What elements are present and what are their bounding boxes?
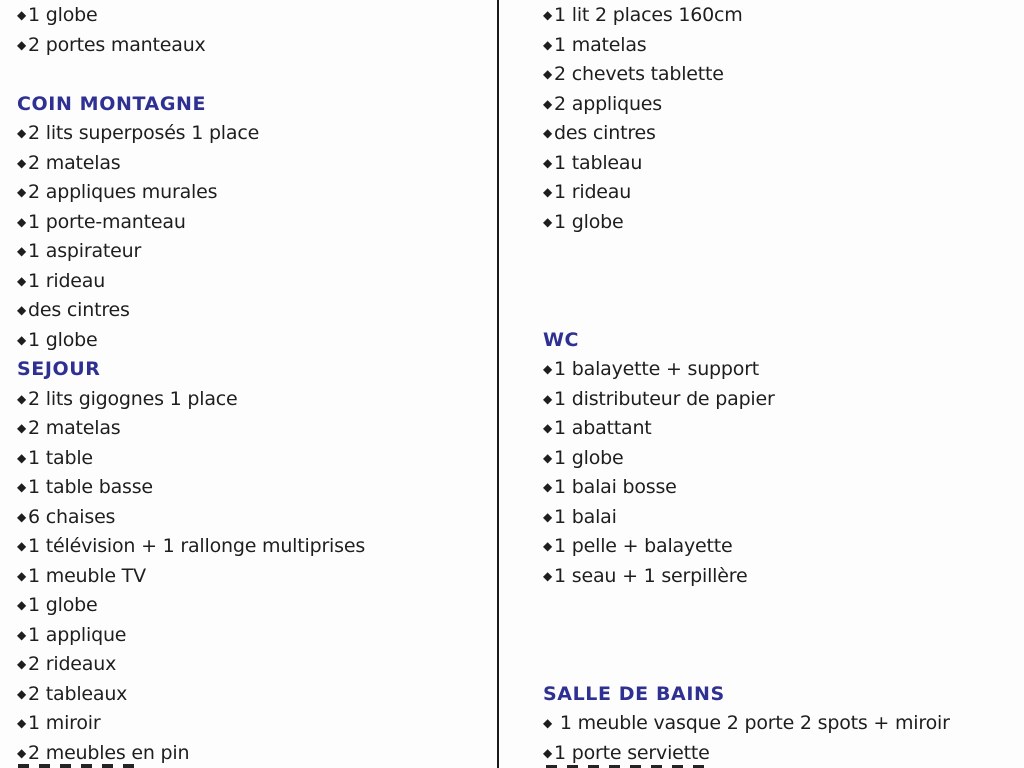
diamond-bullet-icon: ◆ xyxy=(17,332,27,347)
item-text: 1 matelas xyxy=(554,33,647,56)
item-text: 2 matelas xyxy=(28,417,121,439)
diamond-bullet-icon: ◆ xyxy=(543,568,553,583)
item-text: 2 rideaux xyxy=(28,653,117,675)
diamond-bullet-icon: ◆ xyxy=(543,421,553,435)
list-item xyxy=(17,532,489,562)
item-text: 1 pelle + balayette xyxy=(554,535,733,557)
list-item xyxy=(17,414,489,444)
diamond-bullet-icon: ◆ xyxy=(543,155,553,170)
diamond-bullet-icon: ◆ xyxy=(17,8,27,22)
inventory-section xyxy=(543,680,1015,768)
item-text: 1 porte-manteau xyxy=(28,210,186,233)
item-text: 1 seau + 1 serpillère xyxy=(554,564,748,587)
item-text: 6 chaises xyxy=(28,505,116,528)
list-item xyxy=(17,119,489,149)
item-text: 1 globe xyxy=(28,4,98,26)
list-item xyxy=(543,355,1015,385)
list-item xyxy=(17,178,489,208)
list-item xyxy=(17,208,489,238)
list-item xyxy=(17,473,489,503)
item-text: 1 miroir xyxy=(28,712,101,734)
item-text: des cintres xyxy=(554,122,656,144)
list-item xyxy=(17,326,489,356)
section-header: WC xyxy=(543,328,580,351)
item-text: 1 balai bosse xyxy=(554,476,677,498)
diamond-bullet-icon: ◆ xyxy=(17,686,27,701)
item-text: 1 table basse xyxy=(28,476,153,498)
diamond-bullet-icon: ◆ xyxy=(17,657,27,671)
item-text: 2 appliques murales xyxy=(28,181,218,203)
inventory-column-right xyxy=(543,1,1015,768)
diamond-bullet-icon: ◆ xyxy=(543,37,553,52)
inventory-section xyxy=(543,1,1015,237)
item-text: 1 télévision + 1 rallonge multiprises xyxy=(28,535,366,557)
diamond-bullet-icon: ◆ xyxy=(543,214,553,229)
inventory-section xyxy=(17,1,489,60)
list-item xyxy=(543,473,1015,503)
list-item xyxy=(543,709,1015,739)
section-header: SALLE DE BAINS xyxy=(543,682,725,705)
section-header: COIN MONTAGNE xyxy=(17,92,207,115)
list-item xyxy=(17,31,489,61)
diamond-bullet-icon: ◆ xyxy=(17,568,27,583)
inventory-section xyxy=(17,355,489,768)
item-text: 2 portes manteaux xyxy=(28,33,206,56)
item-text: 1 meuble TV xyxy=(28,564,146,587)
list-item xyxy=(543,149,1015,179)
diamond-bullet-icon: ◆ xyxy=(17,155,27,170)
list-item xyxy=(543,208,1015,238)
list-item xyxy=(17,503,489,533)
diamond-bullet-icon: ◆ xyxy=(543,539,553,553)
diamond-bullet-icon: ◆ xyxy=(543,185,553,199)
item-text: 2 chevets tablette xyxy=(554,63,724,85)
list-item xyxy=(543,178,1015,208)
diamond-bullet-icon: ◆ xyxy=(17,450,27,465)
list-item xyxy=(17,149,489,179)
list-item xyxy=(543,385,1015,415)
inventory-section xyxy=(17,90,489,356)
list-item xyxy=(543,119,1015,149)
section-header: SEJOUR xyxy=(17,358,101,380)
diamond-bullet-icon: ◆ xyxy=(543,716,553,730)
item-text: 1 abattant xyxy=(554,417,652,439)
diamond-bullet-icon: ◆ xyxy=(17,716,27,730)
diamond-bullet-icon: ◆ xyxy=(17,745,27,760)
list-item xyxy=(17,296,489,326)
item-text: 1 globe xyxy=(28,328,98,351)
item-text: 1 lit 2 places 160cm xyxy=(554,4,743,26)
diamond-bullet-icon: ◆ xyxy=(17,214,27,229)
diamond-bullet-icon: ◆ xyxy=(17,539,27,553)
list-item xyxy=(17,650,489,680)
item-text: 2 meubles en pin xyxy=(28,741,190,764)
list-item xyxy=(17,237,489,267)
item-text: 2 lits superposés 1 place xyxy=(28,122,260,144)
list-item xyxy=(17,562,489,592)
diamond-bullet-icon: ◆ xyxy=(543,480,553,494)
diamond-bullet-icon: ◆ xyxy=(17,273,27,288)
list-item xyxy=(17,444,489,474)
list-item xyxy=(543,444,1015,474)
item-text: 2 tableaux xyxy=(28,682,128,705)
diamond-bullet-icon: ◆ xyxy=(543,126,553,140)
list-item xyxy=(17,680,489,710)
diamond-bullet-icon: ◆ xyxy=(543,391,553,406)
list-item xyxy=(543,532,1015,562)
diamond-bullet-icon: ◆ xyxy=(17,480,27,494)
diamond-bullet-icon: ◆ xyxy=(17,303,27,317)
diamond-bullet-icon: ◆ xyxy=(543,509,553,524)
item-text: 1 rideau xyxy=(28,269,106,292)
item-text: des cintres xyxy=(28,299,130,321)
item-text: 1 balai xyxy=(554,505,617,528)
diamond-bullet-icon: ◆ xyxy=(17,37,27,52)
diamond-bullet-icon: ◆ xyxy=(17,598,27,612)
inventory-section xyxy=(543,326,1015,592)
diamond-bullet-icon: ◆ xyxy=(543,362,553,376)
list-item xyxy=(17,709,489,739)
item-text: 1 tableau xyxy=(554,151,643,174)
diamond-bullet-icon: ◆ xyxy=(17,185,27,199)
diamond-bullet-icon: ◆ xyxy=(17,391,27,406)
list-item xyxy=(543,90,1015,120)
diamond-bullet-icon: ◆ xyxy=(17,244,27,258)
column-divider-line xyxy=(497,0,499,768)
item-text: 1 globe xyxy=(554,210,624,233)
item-text: 1 table xyxy=(28,446,93,469)
list-item xyxy=(543,562,1015,592)
item-text: 1 meuble vasque 2 porte 2 spots + miroir xyxy=(554,712,950,734)
diamond-bullet-icon: ◆ xyxy=(543,96,553,111)
list-item xyxy=(17,621,489,651)
item-text: 2 lits gigognes 1 place xyxy=(28,387,238,410)
item-text: 2 matelas xyxy=(28,151,121,174)
list-item xyxy=(543,503,1015,533)
diamond-bullet-icon: ◆ xyxy=(543,745,553,760)
item-text: 1 rideau xyxy=(554,181,632,203)
clipped-text-remnant-left xyxy=(18,764,144,768)
list-item xyxy=(17,591,489,621)
list-item xyxy=(17,267,489,297)
list-item xyxy=(543,31,1015,61)
list-item xyxy=(543,1,1015,31)
diamond-bullet-icon: ◆ xyxy=(17,509,27,524)
item-text: 1 globe xyxy=(28,594,98,616)
list-item xyxy=(543,60,1015,90)
item-text: 1 aspirateur xyxy=(28,240,142,262)
list-item xyxy=(17,1,489,31)
diamond-bullet-icon: ◆ xyxy=(543,67,553,81)
item-text: 1 porte serviette xyxy=(554,741,710,764)
diamond-bullet-icon: ◆ xyxy=(543,450,553,465)
diamond-bullet-icon: ◆ xyxy=(543,8,553,22)
list-item xyxy=(543,739,1015,768)
item-text: 1 distributeur de papier xyxy=(554,387,775,410)
item-text: 1 globe xyxy=(554,446,624,469)
diamond-bullet-icon: ◆ xyxy=(17,627,27,642)
item-text: 2 appliques xyxy=(554,92,662,115)
diamond-bullet-icon: ◆ xyxy=(17,126,27,140)
item-text: 1 balayette + support xyxy=(554,358,760,380)
diamond-bullet-icon: ◆ xyxy=(17,421,27,435)
list-item xyxy=(17,385,489,415)
inventory-column-left xyxy=(17,1,489,768)
item-text: 1 applique xyxy=(28,623,127,646)
list-item xyxy=(543,414,1015,444)
